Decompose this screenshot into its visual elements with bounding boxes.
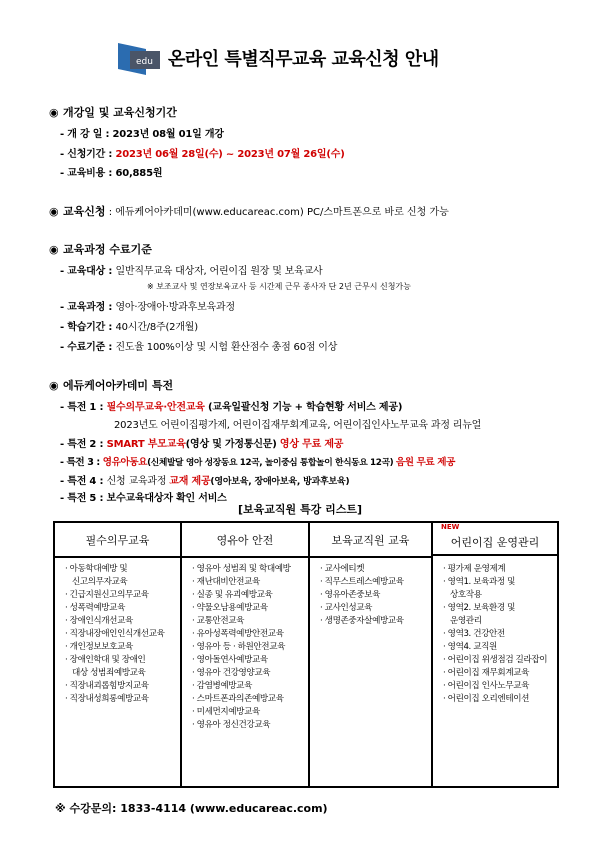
- lecture-table: [53, 521, 559, 788]
- list-item: · 어린이집 인사노무교육: [443, 681, 530, 691]
- column-safety: [182, 523, 308, 786]
- completion-line: - 수료기준 : 진도율 100%이상 및 시험 환산점수 총점 60점 이상: [60, 342, 338, 353]
- list-item: · 영유아 정신건강교육: [192, 720, 271, 730]
- column-header: NEW 어린이집 운영관리: [433, 523, 557, 556]
- column-staff: [310, 523, 431, 786]
- list-item: · 영아돌연사예방교육: [192, 655, 268, 665]
- list-item: 운영관리: [447, 616, 482, 626]
- list-item: · 스마트폰과의존예방교육: [192, 694, 284, 704]
- list-item: · 영역3. 건강안전: [443, 629, 505, 639]
- edu-logo: [116, 43, 160, 75]
- list-item: · 영유아 성범죄 및 학대예방: [192, 564, 291, 574]
- list-item: · 직장내괴롭힘방지교육: [65, 681, 149, 691]
- list-item: · 유아성폭력예방안전교육: [192, 629, 284, 639]
- list-item: · 성폭력예방교육: [65, 603, 125, 613]
- list-item: · 미세먼지예방교육: [192, 707, 260, 717]
- list-item: · 개인정보보호교육: [65, 642, 133, 652]
- section-benefits-title: ◉ 에듀케어아카데미 특전: [49, 379, 174, 392]
- list-item: · 실종 및 유괴예방교육: [192, 590, 273, 600]
- apply-period-line: - 신청기간 : 2023년 06월 28일(수) ~ 2023년 07월 26일(수): [60, 149, 345, 160]
- course-line: - 교육과정 : 영아·장애아·방과후보육과정: [60, 302, 235, 313]
- list-item: · 아동학대예방 및: [65, 564, 128, 574]
- fee-line: - 교육비용 : 60,885원: [60, 168, 163, 179]
- website-link[interactable]: (www.educareac.com): [186, 802, 328, 815]
- list-item: 상호작용: [447, 590, 482, 600]
- column-header: 영유아 안전: [182, 523, 308, 558]
- item-list: [192, 563, 304, 732]
- list-item: · 어린이집 위생점검 길라잡이: [443, 655, 548, 665]
- list-item: · 장애인학대 및 장애인: [65, 655, 146, 665]
- note-icon: ※: [55, 802, 66, 815]
- section-criteria-title: ◉ 교육과정 수료기준: [49, 243, 152, 256]
- list-item: 대상 성범죄예방교육: [69, 668, 146, 678]
- bullet-icon: ◉: [49, 243, 59, 256]
- bullet-icon: ◉: [49, 205, 59, 218]
- list-item: · 직무스트레스예방교육: [320, 577, 404, 587]
- bullet-icon: ◉: [49, 106, 59, 119]
- section-schedule-title: ◉ 개강일 및 교육신청기간: [49, 106, 177, 119]
- column-operation: [433, 523, 557, 786]
- column-mandatory: [55, 523, 180, 786]
- target-line: - 교육대상 : 일반직무교육 대상자, 어린이집 원장 및 보육교사: [60, 266, 323, 277]
- benefit-1-sub: 2023년도 어린이집평가제, 어린이집재무회계교육, 어린이집인사노무교육 과정 리뉴얼: [114, 420, 482, 431]
- list-item: · 영역4. 교직원: [443, 642, 497, 652]
- list-item: · 어린이집 오리엔테이션: [443, 694, 530, 704]
- page-title: 온라인 특별직무교육 교육신청 안내: [168, 49, 439, 70]
- item-list: [320, 563, 427, 628]
- benefit-3: - 특전 3 : 영유아동요(신체발달 영아 성장동요 12곡, 놀이중심 통합놀이 한식동요 12곡) 음원 무료 제공: [60, 457, 455, 468]
- list-item: · 약물오남용예방교육: [192, 603, 268, 613]
- benefit-2: - 특전 2 : SMART 부모교육(영상 및 가정통신문) 영상 무료 제공: [60, 439, 344, 450]
- list-item: · 직장내장애인인식개선교육: [65, 629, 165, 639]
- logo-text: edu: [136, 57, 153, 67]
- list-item: · 직장내성희롱예방교육: [65, 694, 149, 704]
- list-item: · 긴급지원신고의무교육: [65, 590, 149, 600]
- period-line: - 학습기간 : 40시간/8주(2개월): [60, 322, 198, 333]
- list-item: · 영유아 등 · 하원안전교육: [192, 642, 286, 652]
- benefit-1: - 특전 1 : 필수의무교육·안전교육 (교육일괄신청 기능 + 학습현황 서비스 제공): [60, 402, 403, 413]
- target-note: ※ 보조교사 및 연장보육교사 등 시간제 근무 종사자 단 2년 근무시 신청가능: [147, 282, 411, 291]
- list-item: · 교사에티켓: [320, 564, 365, 574]
- list-item: · 영역2. 보육환경 및: [443, 603, 516, 613]
- list-item: 신고의무자교육: [69, 577, 128, 587]
- list-item: · 재난대비안전교육: [192, 577, 260, 587]
- new-badge: NEW: [441, 523, 460, 531]
- list-item: · 어린이집 재무회계교육: [443, 668, 530, 678]
- column-header: 보육교직원 교육: [310, 523, 431, 558]
- section-apply: ◉ 교육신청 : 에듀케어아카데미(www.educareac.com) PC/스마트폰으로 바로 신청 가능: [49, 205, 449, 218]
- start-date-line: - 개 강 일 : 2023년 08월 01일 개강: [60, 129, 224, 140]
- list-item: · 영유아 건강영양교육: [192, 668, 271, 678]
- list-item: · 장애인식개선교육: [65, 616, 133, 626]
- bullet-icon: ◉: [49, 379, 59, 392]
- item-list: [65, 563, 176, 706]
- list-item: · 감염병예방교육: [192, 681, 252, 691]
- list-item: · 교통안전교육: [192, 616, 245, 626]
- benefit-4: - 특전 4 : 신청 교육과정 교재 제공(영아보육, 장애아보육, 방과후보육): [60, 476, 350, 487]
- lecture-list-title: [보육교직원 특강 리스트]: [238, 503, 362, 516]
- item-list: [443, 563, 553, 706]
- list-item: · 영역1. 보육과정 및: [443, 577, 516, 587]
- column-header: 필수의무교육: [55, 523, 180, 558]
- list-item: · 평가제 운영제계: [443, 564, 506, 574]
- list-item: · 교사인성교육: [320, 603, 373, 613]
- contact-info: ※ 수강문의: 1833-4114 (www.educareac.com): [55, 802, 328, 815]
- list-item: · 생명존중자살예방교육: [320, 616, 404, 626]
- list-item: · 영유아존중보육: [320, 590, 380, 600]
- benefit-5: - 특전 5 : 보수교육대상자 확인 서비스: [60, 493, 227, 504]
